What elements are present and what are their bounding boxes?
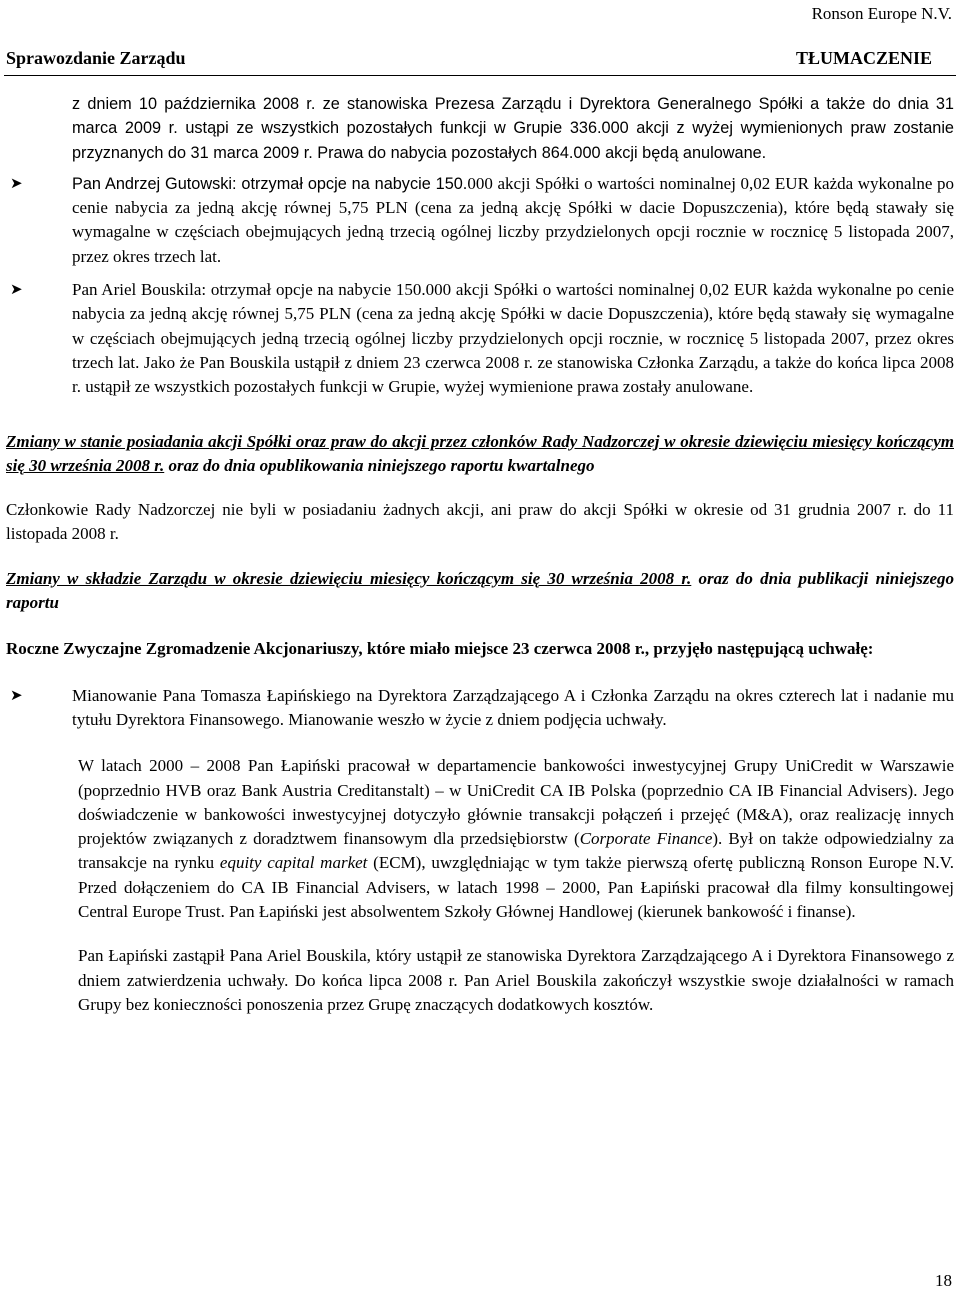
header-rule [4,75,956,76]
document-body [6,92,954,1017]
bullet-bouskila [6,278,954,399]
section-heading-supervisory [6,430,954,479]
arrow-bullet-icon: ➤ [10,282,23,299]
section-heading-supervisory-underlined: Zmiany w stanie posiadania akcji Spółki oraz praw do akcji przez członków Rady Nadzorczej w okresie dziewięciu miesięcy kończącym się 30 września 2008 r. [6,431,954,475]
bullet-gutowski-rest: 000 akcji Spółki o wartości nominalnej 0,02 EUR każda wykonalne po cenie nabycia za jedną akcję równej 5,75 PLN (cena za jedną akcję Spółki w dacie Dopuszczenia), które będą stawały się wymagalne w częściach obejmujących jedną trzecią ogólnej liczby przydzielonych opcji rocznie w rocznicę 5 listopada 2007, przez okres trzech lat. [72,173,954,266]
translation-label: TŁUMACZENIE [795,48,932,68]
bullet-gutowski [6,172,954,269]
bio-italic-corporate-finance: Corporate Finance [579,829,713,849]
section-heading-management-rest: oraz do dnia publikacji niniejszego raportu [6,568,955,613]
bullet-lapinski [6,684,954,733]
section-heading-supervisory-rest: oraz do dnia opublikowania niniejszego raportu kwartalnego [164,455,595,475]
page-number: 18 [935,1271,952,1290]
lapinski-replacement-paragraph: Pan Łapiński zastąpił Pana Ariel Bouskila, który ustąpił ze stanowiska Dyrektora Zarządzającego A i Dyrektora Finansowego z dniem zatwierdzenia uchwały. Do końca lipca 2008 r. Pan Ariel Bouskila zakończył wszystkie swoje działalności w ramach Grupy bez konieczności ponoszenia przez Grupę znaczących dodatkowych kosztów. [78,946,954,1014]
bullet-lapinski-text: Mianowanie Pana Tomasza Łapińskiego na Dyrektora Zarządzającego A i Członka Zarządu na okres czterech lat i nadanie mu tytułu Dyrektora Finansowego. Mianowanie weszło w życie z dniem podjęcia uchwały. [72,685,954,729]
bullet-gutowski-lead: Pan Andrzej Gutowski: otrzymał opcje na nabycie 150. [72,174,468,193]
bio-part-b: ). Był on także odpowiedzialny za transakcje na rynku [78,829,954,873]
section-heading-management [6,567,954,616]
bio-part-a: W latach 2000 – 2008 Pan Łapiński pracował w departamencie bankowości inwestycyjnej Grupy UniCredit w Warszawie (poprzednio HVB oraz Bank Austria Creditanstalt) – w UniCredit CA IB Polska (poprzednio CA IB Financial Advisers). Jego doświadczenie w bankowości inwestycyjnej dotyczyło głównie transakcji połączeń i przejęć (M&A), oraz realizację innych projektów związanych z doradztwem finansowym dla przedsiębiorstw ( [78,756,954,849]
company-name: Ronson Europe N.V. [811,4,952,23]
bio-italic-ecm: equity capital market [219,853,368,873]
arrow-bullet-icon: ➤ [10,687,23,704]
intro-paragraph: z dniem 10 października 2008 r. ze stanowiska Prezesa Zarządu i Dyrektora Generalnego Spółki a także do dnia 31 marca 2009 r. ustąpi ze wszystkich pozostałych funkcji w Grupie 336.000 akcji z wyżej wymienionych praw zostanie przyznanych do 31 marca 2009 r. Prawa do nabycia pozostałych 864.000 akcji będą anulowane. [72,95,954,162]
report-title: Sprawozdanie Zarządu [6,48,186,68]
section-heading-management-underlined: Zmiany w składzie Zarządu w okresie dziewięciu miesięcy kończącym się 30 września 2008 r. [6,568,692,588]
bullet-bouskila-text: Pan Ariel Bouskila: otrzymał opcje na nabycie 150.000 akcji Spółki o wartości nominalnej 0,02 EUR każda wykonalne po cenie nabycia za jedną akcję równej 5,75 PLN (cena za jedną akcję Spółki w dacie Dopuszczenia), które będą stawały się wymagalne w częściach obejmujących jedną trzecią ogólnej liczby przydzielonych opcji rocznie, w rocznicę 5 listopada 2007, przez okres trzech lat. Jako że Pan Bouskila ustąpił z dniem 23 czerwca 2008 r. ze stanowiska Członka Zarządu, a także do końca lipca 2008 r. ustąpił ze wszystkich pozostałych funkcji w Grupie, wyżej wymienione prawa zostały anulowane. [72,280,954,397]
agm-resolution-paragraph: Roczne Zwyczajne Zgromadzenie Akcjonariuszy, które miało miejsce 23 czerwca 2008 r., przyjęło następującą uchwałę: [6,639,874,659]
bio-part-c: (ECM), uwzględniając w tym także pierwszą ofertę publiczną Ronson Europe N.V. Przed dołączeniem do CA IB Financial Advisers, w latach 1998 – 2000, Pan Łapiński pracował dla filmy konsultingowej Central Europe Trust. Pan Łapiński jest absolwentem Szkoły Głównej Handlowej (kierunek bankowość i finanse). [78,853,954,922]
supervisory-body: Członkowie Rady Nadzorczej nie byli w posiadaniu żadnych akcji, ani praw do akcji Spółki w okresie od 31 grudnia 2007 r. do 11 listopada 2008 r. [6,500,954,544]
lapinski-bio-paragraph [6,754,954,924]
arrow-bullet-icon: ➤ [10,175,23,192]
